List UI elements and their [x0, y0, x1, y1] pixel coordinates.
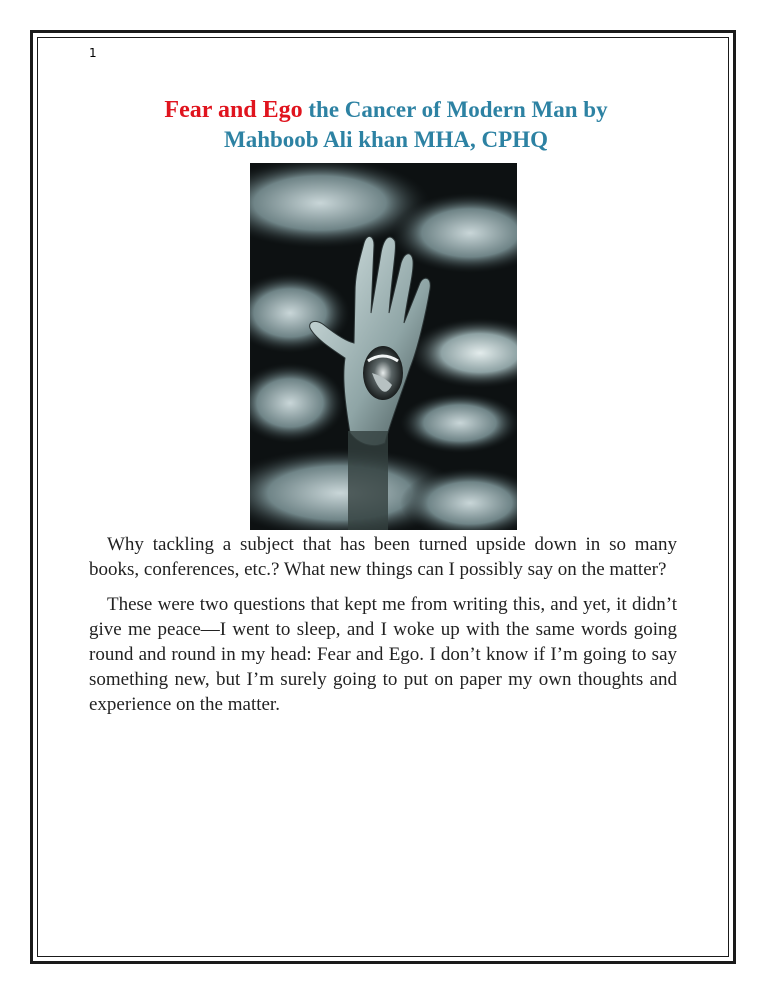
body-text — [89, 532, 677, 727]
hand-mouth-clouds-image — [250, 163, 517, 530]
page-number: 1 — [89, 46, 97, 60]
document-title — [90, 95, 682, 155]
title-author-line: Mahboob Ali khan MHA, CPHQ — [224, 127, 548, 152]
paragraph: Why tackling a subject that has been turned upside down in so many books, conferences, etc.? What new things can I possibly say on the matter? — [89, 534, 677, 580]
paragraph: These were two questions that kept me from writing this, and yet, it didn’t give me peace—I went to sleep, and I woke up with the same words going round and round in my head: Fear and Ego. I don’t know if I’m going to say something new, but I’m surely going to put on paper my own thoughts and experience on the matter. — [89, 594, 677, 715]
title-highlight: Fear and Ego — [164, 97, 303, 123]
title-rest: the Cancer of Modern Man by — [302, 97, 608, 122]
